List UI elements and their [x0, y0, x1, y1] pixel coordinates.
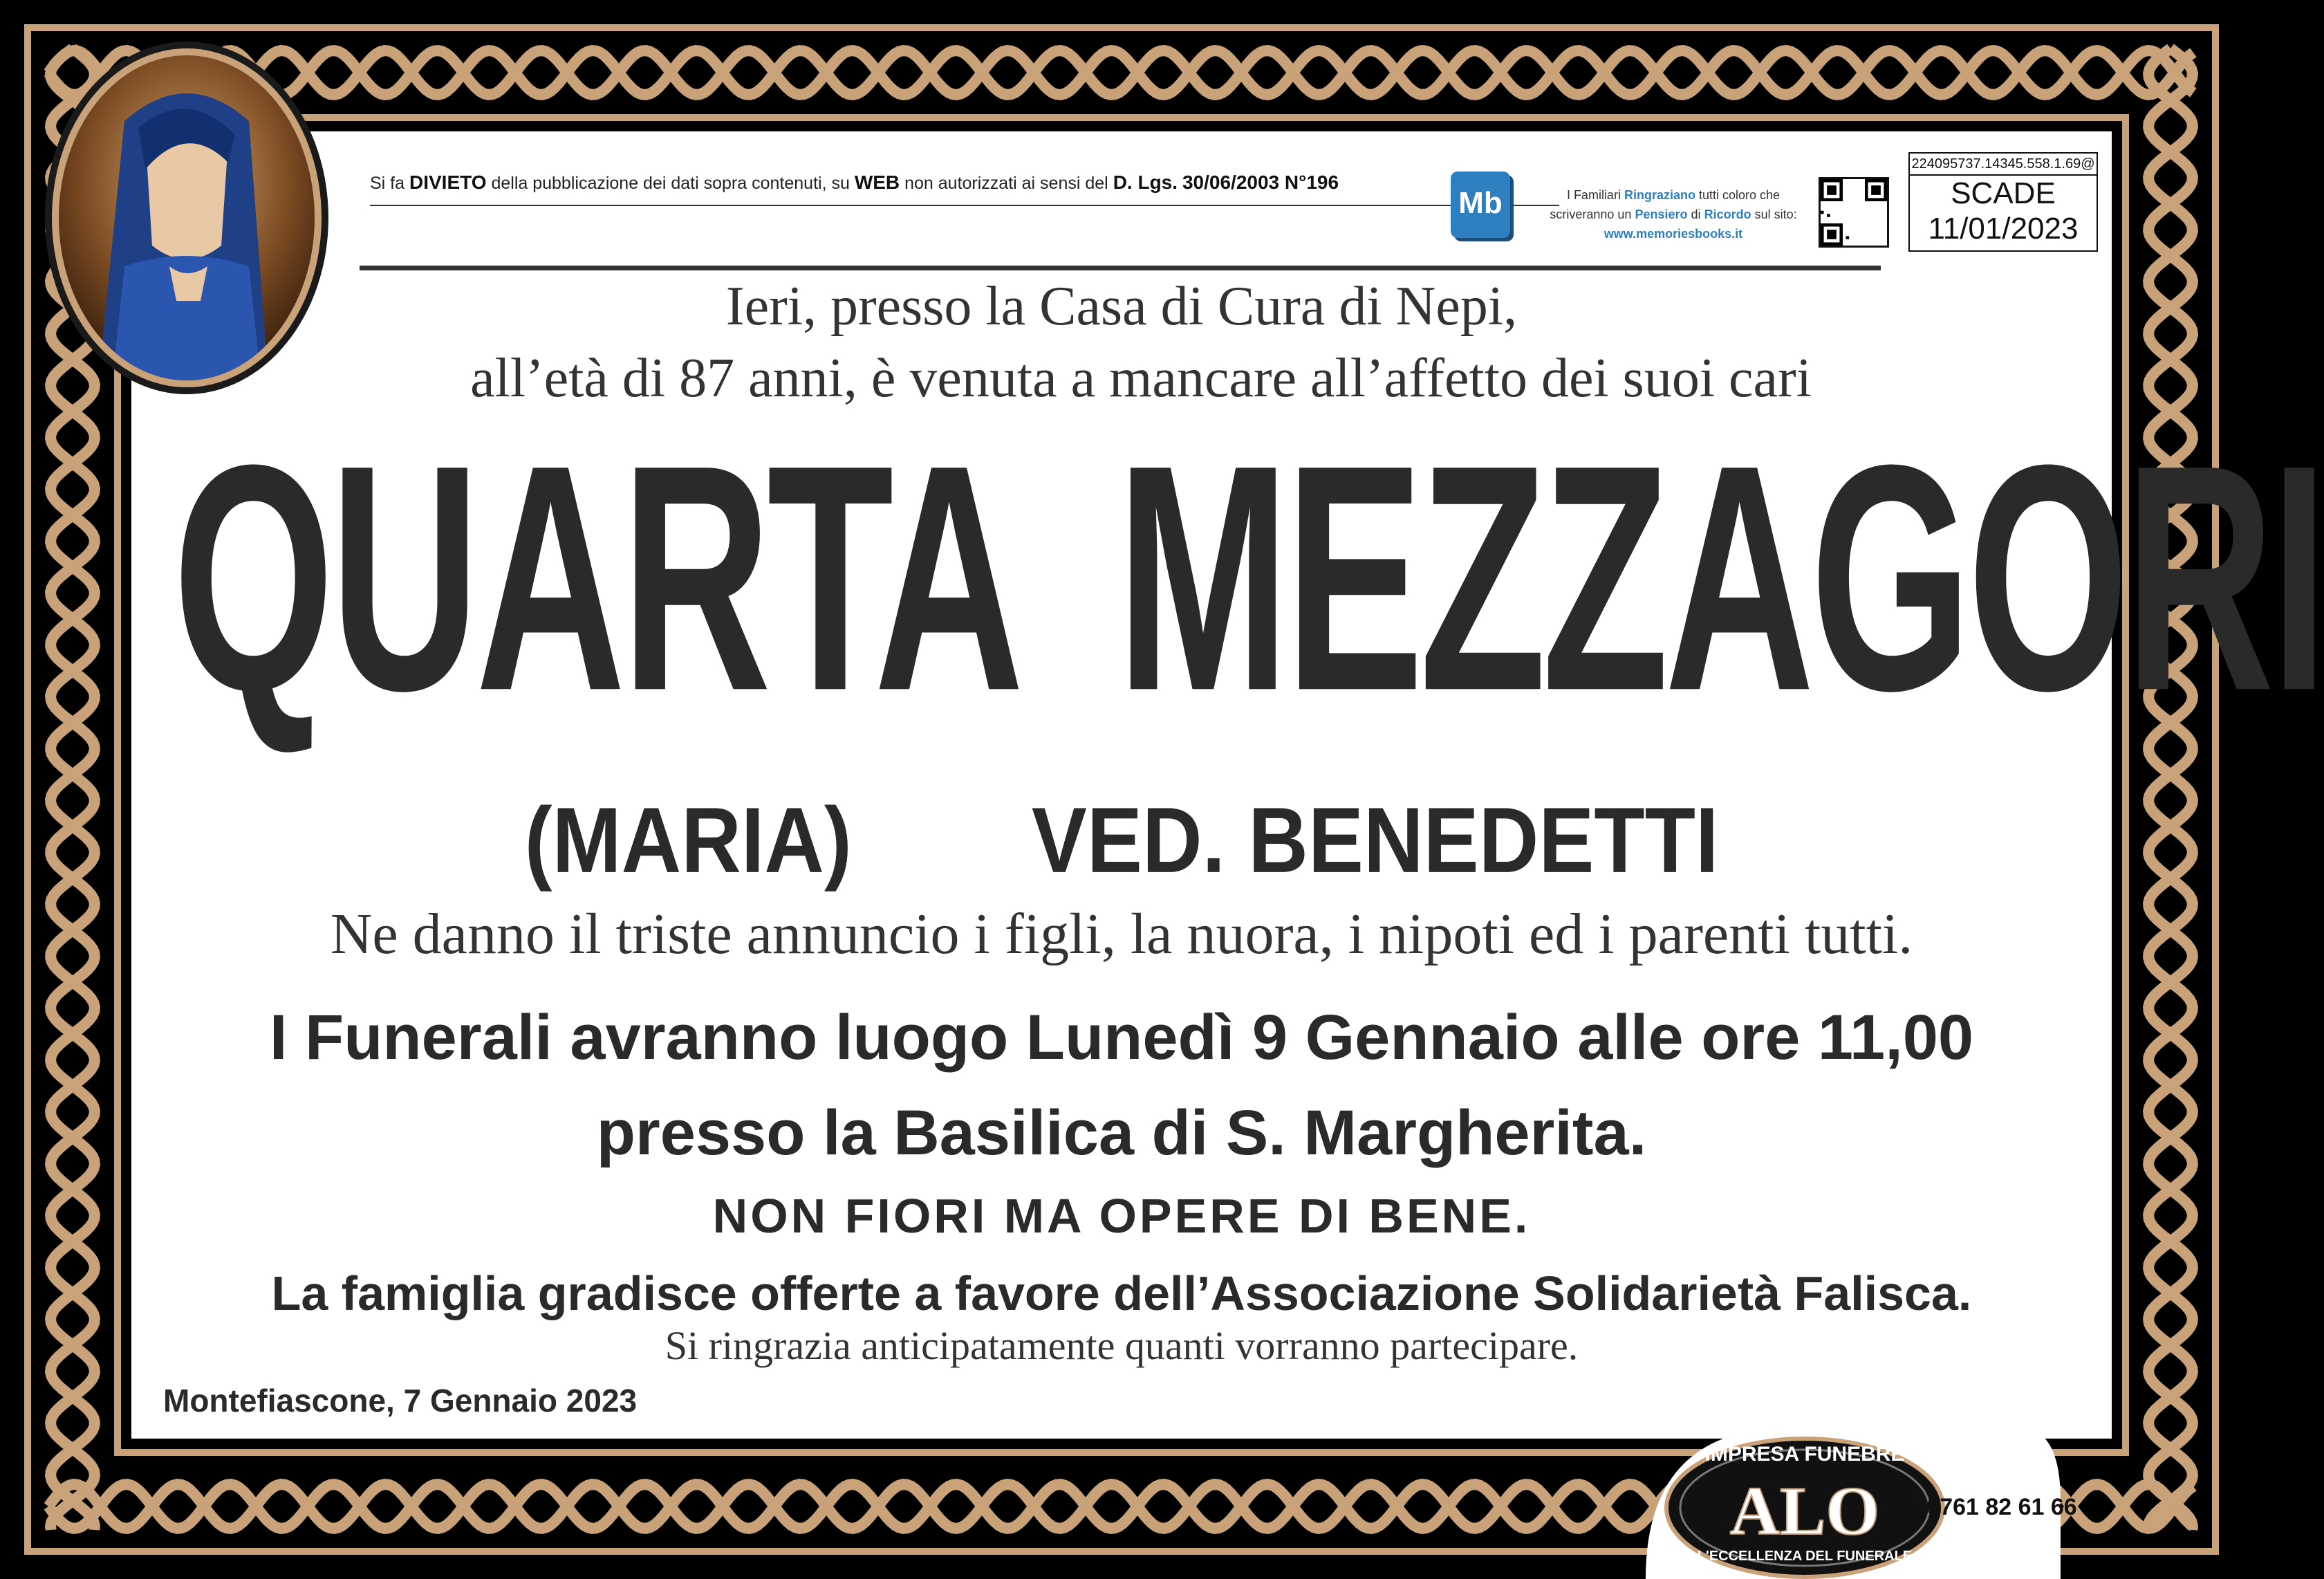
- widow-of: VED. BENEDETTI: [1031, 788, 1719, 893]
- expiry-date: 11/01/2023: [1928, 212, 2079, 246]
- name-subtitle: [131, 782, 2112, 898]
- agency-name: ALO: [1729, 1472, 1880, 1549]
- funeral-time: I Funerali avranno luogo Lunedì 9 Gennaio alle ore 11,00: [269, 1002, 1974, 1073]
- deceased-name: [173, 310, 2324, 846]
- family-announcement: Ne danno il triste annuncio i figli, la nuora, i nipoti ed i parenti tutti.: [330, 902, 1913, 966]
- obituary-card: [131, 131, 2324, 1439]
- expiry-label: SCADE: [1951, 176, 2056, 210]
- qr-finder: [1827, 230, 1837, 239]
- expiry-box: [1908, 152, 2098, 252]
- memoriesbooks-url[interactable]: www.memoriesbooks.it: [1603, 227, 1743, 241]
- qr-module: [1821, 211, 1824, 214]
- nickname: (MARIA): [524, 788, 852, 893]
- first-name: QUARTA: [173, 397, 1020, 758]
- agency-bottom-text: L'ECCELLENZA DEL FUNERALE: [1697, 1549, 1913, 1564]
- agency-phone[interactable]: 0761 82 61 66: [1926, 1494, 2077, 1520]
- no-flowers-note: NON FIORI MA OPERE DI BENE.: [712, 1189, 1531, 1243]
- funeral-location: presso la Basilica di S. Margherita.: [596, 1098, 1647, 1168]
- agency-logo-badge: [1632, 1418, 2077, 1579]
- qr-finder: [1827, 185, 1837, 195]
- header-divider: [360, 266, 1881, 270]
- thanks-note: Si ringrazia anticipatamente quanti vorranno partecipare.: [664, 1323, 1579, 1368]
- intro-line-1: Ieri, presso la Casa di Cura di Nepi,: [725, 276, 1518, 337]
- madonna-portrait-icon: [41, 38, 332, 398]
- publication-notice: Si fa DIVIETO della pubblicazione dei dati sopra contenuti, su WEB non autorizzati ai sensi del D. Lgs. 30/06/2003 N°196: [370, 172, 1559, 206]
- agency-top-text: IMPRESA FUNEBRE: [1704, 1443, 1905, 1466]
- qr-module: [1827, 214, 1830, 217]
- qr-module: [1846, 236, 1850, 239]
- intro-line-2: all’età di 87 anni, è venuta a mancare all’affetto dei suoi cari: [470, 348, 1812, 409]
- qr-finder: [1871, 185, 1881, 195]
- qr-code-icon[interactable]: [1819, 177, 1889, 248]
- donation-note: La famiglia gradisce offerte a favore dell’Associazione Solidarietà Falisca.: [271, 1266, 1972, 1320]
- memoriesbooks-message: I Familiari Ringraziano tutti coloro che scriveranno un Pensiero di Ricordo sul sito: www.memoriesbooks.it: [1521, 185, 1825, 243]
- memoriesbooks-logo-icon: Mb: [1451, 172, 1510, 238]
- place-and-date: Montefiascone, 7 Gennaio 2023: [163, 1383, 638, 1419]
- last-name: MEZZAGORI: [1116, 397, 2324, 758]
- expiry-code: 224095737.14345.558.1.69@: [1910, 154, 2097, 176]
